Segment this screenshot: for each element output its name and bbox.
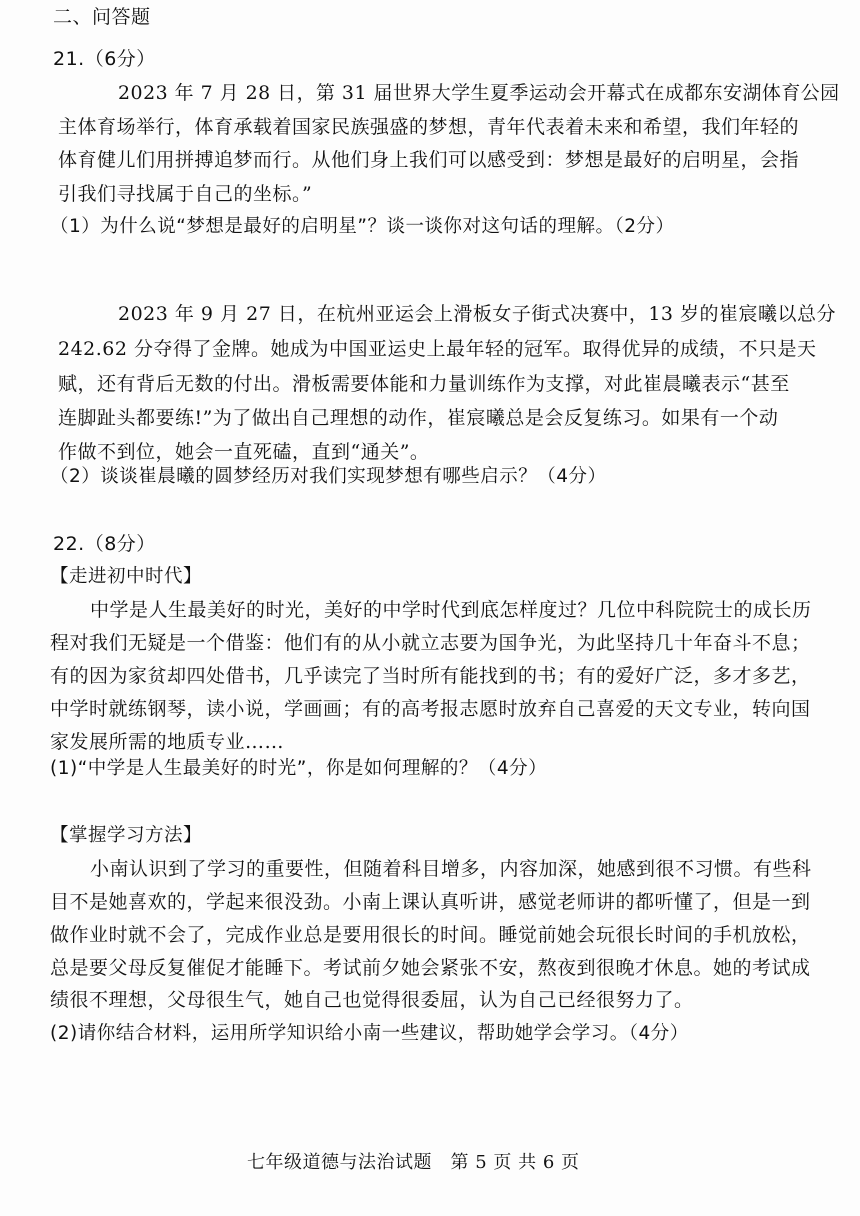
- q21-material2-line: 赋，还有背后无数的付出。滑板需要体能和力量训练作为支撑，对此崔晨曦表示“甚至: [58, 373, 790, 395]
- q22-material1-line: 中学时就练钢琴，读小说，学画画；有的高考报志愿时放弃自己喜爱的天文专业，转向国: [50, 698, 811, 720]
- q21-subquestion-2: （2）谈谈崔晨曦的圆梦经历对我们实现梦想有哪些启示？（4分）: [50, 466, 607, 487]
- q21-material1-line: 主体育场举行，体育承载着国家民族强盛的梦想，青年代表着未来和希望，我们年轻的: [58, 116, 800, 138]
- q22-material2-line: 做作业时就不会了，完成作业总是要用很长的时间。睡觉前她会玩很长时间的手机放松，: [50, 924, 811, 946]
- q22-section-tag-1: 【走进初中时代】: [50, 566, 203, 587]
- q21-material2-line: 作做不到位，她会一直死磕，直到“通关”。: [58, 441, 430, 463]
- q21-material2-line: 2023 年 9 月 27 日，在杭州亚运会上滑板女子街式决赛中，13 岁的崔宸曦以总分: [118, 303, 837, 325]
- q21-material1-line: 2023 年 7 月 28 日，第 31 届世界大学生夏季运动会开幕式在成都东安湖体育公园: [118, 82, 840, 104]
- question-22-number: 22.（8分）: [53, 533, 156, 555]
- q22-material2-line: 目不是她喜欢的，学起来很没劲。小南上课认真听讲，感觉老师讲的都听懂了，但是一到: [50, 891, 811, 913]
- page-footer: 七年级道德与法治试题 第 5 页 共 6 页: [247, 1152, 580, 1173]
- q22-material2-line: 总是要父母反复催促才能睡下。考试前夕她会紧张不安，熬夜到很晚才休息。她的考试成: [50, 957, 811, 979]
- q21-material2-line: 连脚趾头都要练!”为了做出自己理想的动作，崔宸曦总是会反复练习。如果有一个动: [58, 407, 779, 429]
- q21-material1-line: 引我们寻找属于自己的坐标。”: [58, 183, 313, 205]
- q22-section-tag-2: 【掌握学习方法】: [50, 825, 203, 846]
- q22-subquestion-2: (2)请你结合材料，运用所学知识给小南一些建议，帮助她学会学习。（4分）: [50, 1023, 689, 1044]
- q22-subquestion-1: (1)“中学是人生最美好的时光”，你是如何理解的？（4分）: [50, 758, 548, 779]
- q22-material1-line: 中学是人生最美好的时光，美好的中学时代到底怎样度过？几位中科院院士的成长历: [90, 599, 812, 621]
- q22-material1-line: 有的因为家贫却四处借书，几乎读完了当时所有能找到的书；有的爱好广泛，多才多艺，: [50, 665, 811, 687]
- q21-subquestion-1: （1）为什么说“梦想是最好的启明星”？谈一谈你对这句话的理解。（2分）: [50, 216, 675, 237]
- q22-material1-line: 程对我们无疑是一个借鉴：他们有的从小就立志要为国争光，为此坚持几十年奋斗不息；: [50, 632, 811, 654]
- q21-material1-line: 体育健儿们用拼搏追梦而行。从他们身上我们可以感受到：梦想是最好的启明星，会指: [58, 149, 800, 171]
- q22-material1-line: 家发展所需的地质专业……: [50, 731, 285, 753]
- section-title: 二、问答题: [53, 6, 151, 28]
- question-21-number: 21.（6分）: [53, 48, 156, 70]
- q22-material2-line: 小南认识到了学习的重要性，但随着科目增多，内容加深，她感到很不习惯。有些科: [90, 858, 812, 880]
- q21-material2-line: 242.62 分夺得了金牌。她成为中国亚运史上最年轻的冠军。取得优异的成绩，不只是天: [58, 338, 817, 360]
- q22-material2-line: 绩很不理想，父母很生气，她自己也觉得很委屈，认为自己已经很努力了。: [50, 989, 694, 1011]
